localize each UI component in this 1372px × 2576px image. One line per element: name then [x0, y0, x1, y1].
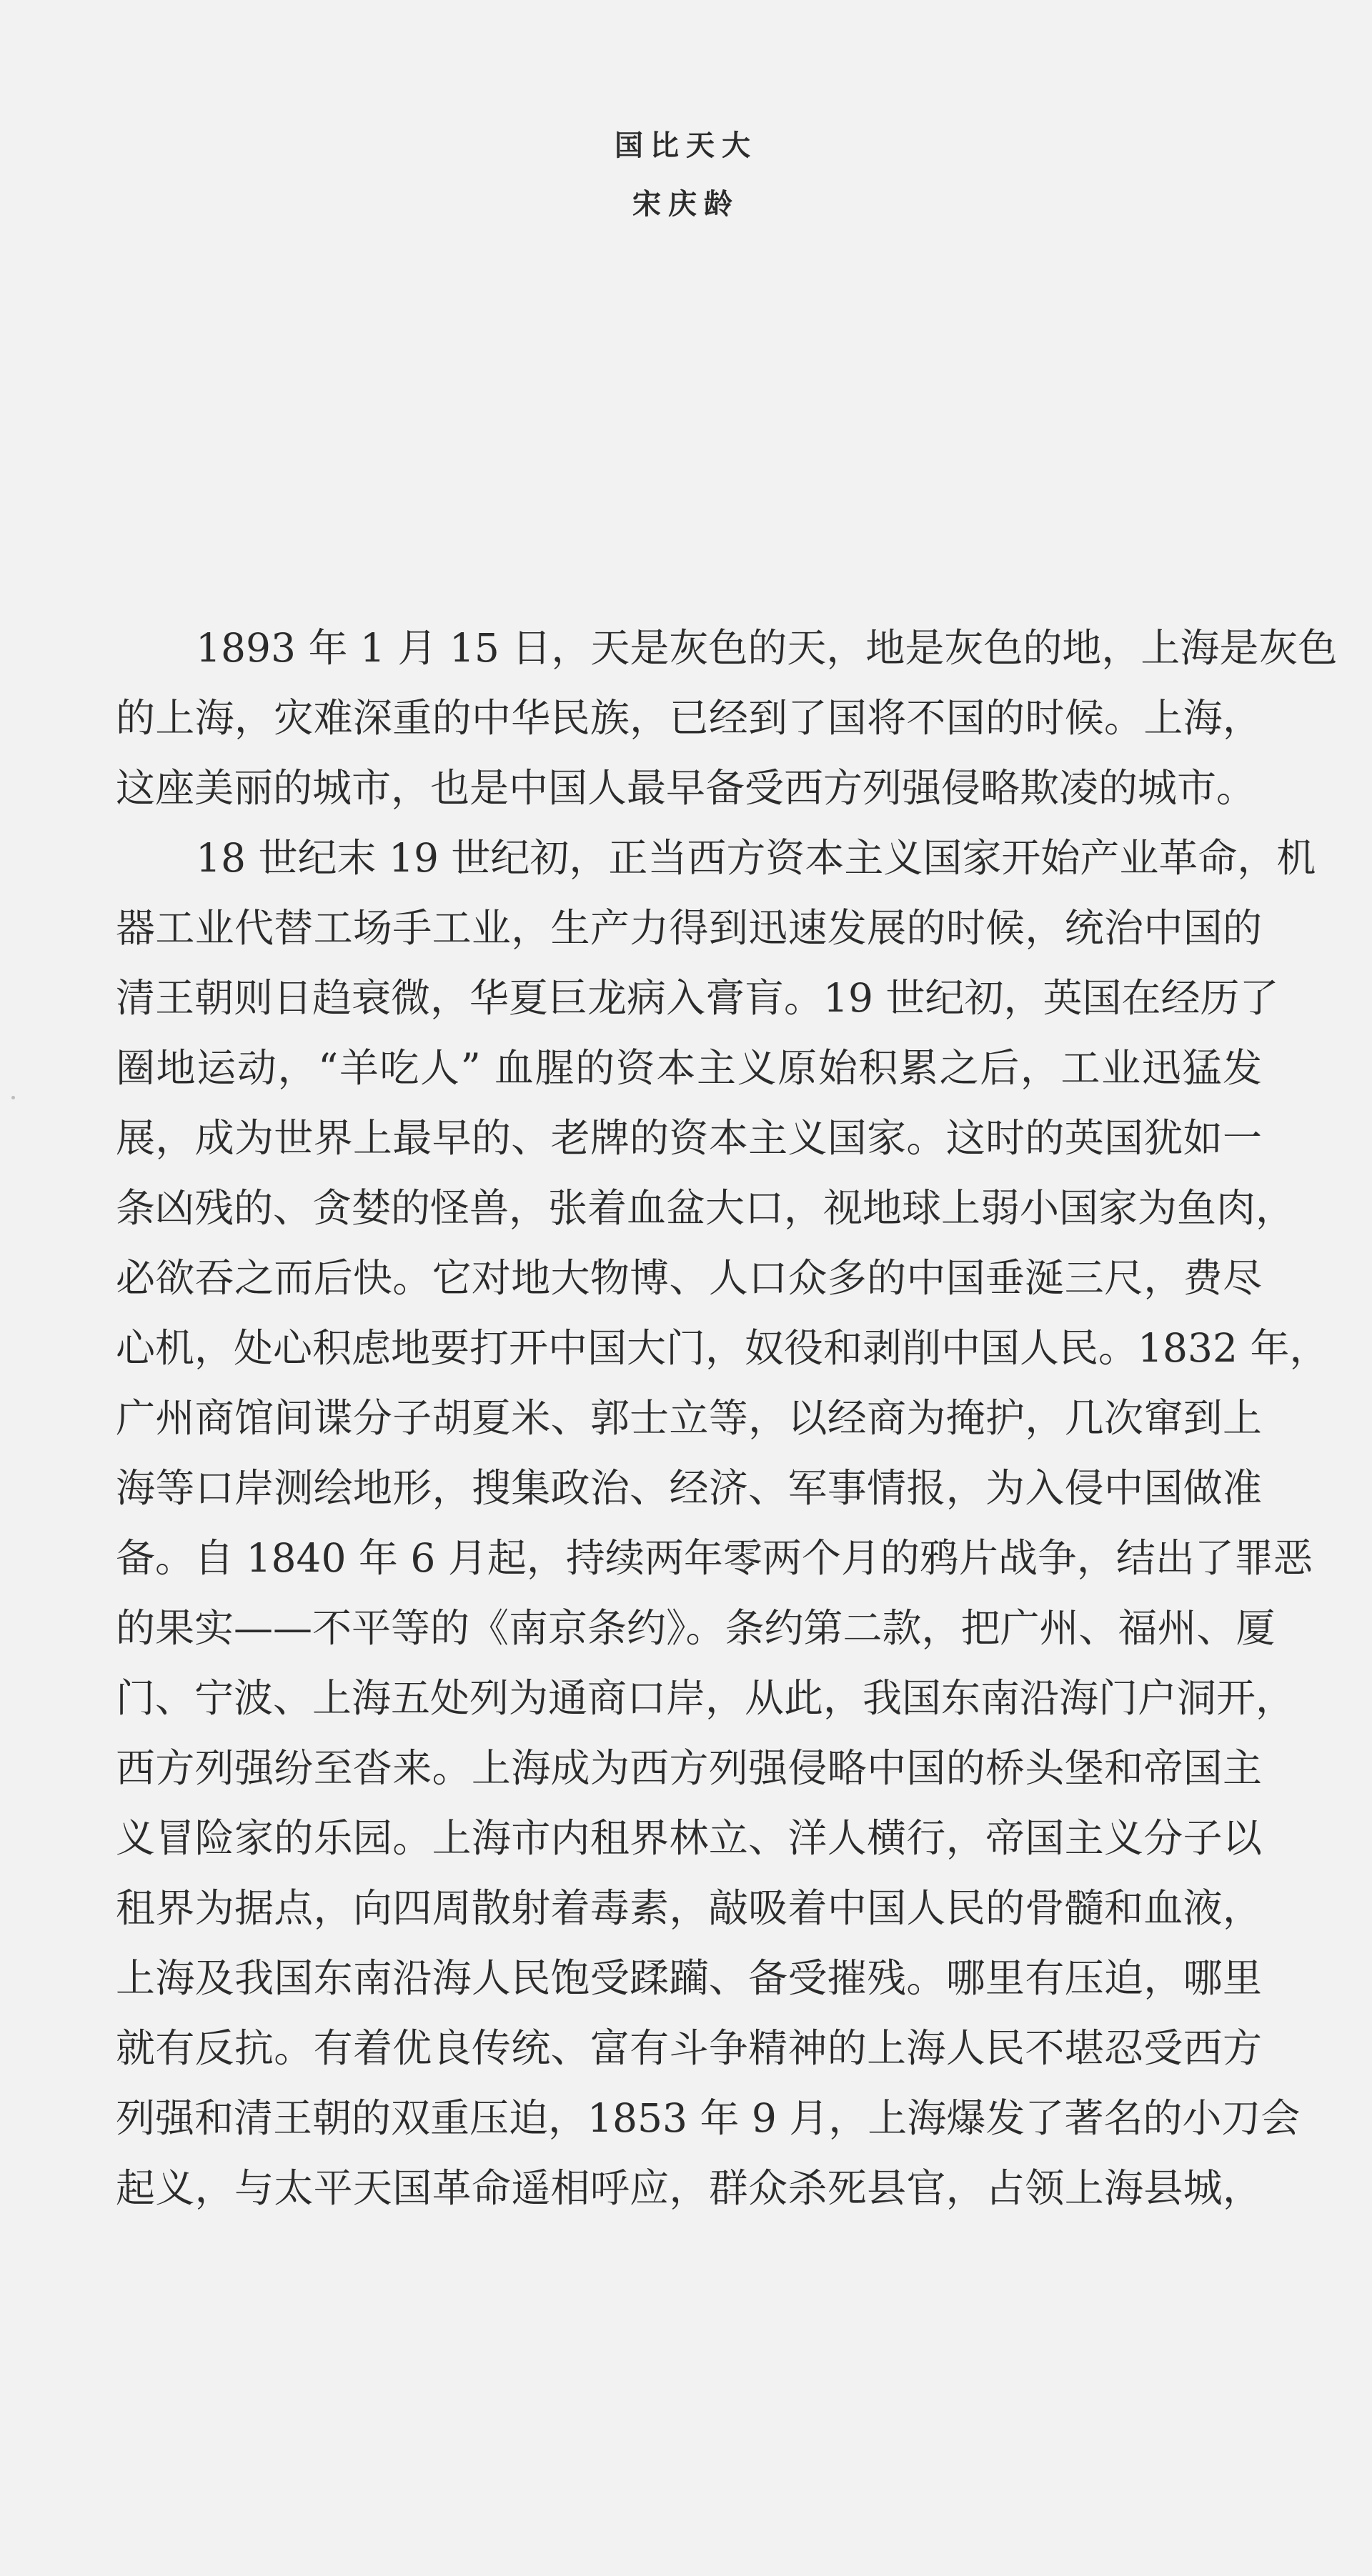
- text-line: 这座美丽的城市，也是中国人最早备受西方列强侵略欺凌的城市。: [116, 765, 1256, 811]
- text-line: 上海及我国东南沿海人民饱受蹂躏、备受摧残。哪里有压迫，哪里: [116, 1955, 1262, 2001]
- text-line: 1893 年 1 月 15 日，天是灰色的天，地是灰色的地，上海是灰色: [196, 625, 1338, 671]
- text-line: 心机，处心积虑地要打开中国大门，奴役和剥削中国人民。1832 年，: [116, 1325, 1329, 1371]
- text-line: 门、宁波、上海五处列为通商口岸，从此，我国东南沿海门户洞开，: [116, 1675, 1296, 1721]
- text-line: 18 世纪末 19 世纪初，正当西方资本主义国家开始产业革命，机: [196, 835, 1316, 881]
- text-line: 起义，与太平天国革命遥相呼应，群众杀死县官，占领上海县城，: [116, 2165, 1262, 2211]
- text-line: 展，成为世界上最早的、老牌的资本主义国家。这时的英国犹如一: [116, 1115, 1262, 1161]
- paragraph-1: [116, 613, 1338, 823]
- text-line: 列强和清王朝的双重压迫，1853 年 9 月，上海爆发了著名的小刀会: [116, 2095, 1301, 2141]
- text-line: 条凶残的、贪婪的怪兽，张着血盆大口，视地球上弱小国家为鱼肉，: [116, 1185, 1296, 1231]
- text-line: 西方列强纷至沓来。上海成为西方列强侵略中国的桥头堡和帝国主: [116, 1745, 1262, 1791]
- text-line: 就有反抗。有着优良传统、富有斗争精神的上海人民不堪忍受西方: [116, 2025, 1262, 2071]
- text-line: 义冒险家的乐园。上海市内租界林立、洋人横行，帝国主义分子以: [116, 1815, 1262, 1861]
- text-line: 租界为据点，向四周散射着毒素，敲吸着中国人民的骨髓和血液，: [116, 1885, 1262, 1931]
- text-line: 广州商馆间谍分子胡夏米、郭士立等，以经商为掩护，几次窜到上: [116, 1395, 1262, 1441]
- text-line: 清王朝则日趋衰微，华夏巨龙病入膏肓。19 世纪初，英国在经历了: [116, 975, 1279, 1021]
- text-line: 的上海，灾难深重的中华民族，已经到了国将不国的时候。上海，: [116, 695, 1262, 741]
- margin-dot: [11, 1096, 15, 1099]
- text-line: 海等口岸测绘地形，搜集政治、经济、军事情报，为入侵中国做准: [116, 1465, 1262, 1511]
- text-line: 的果实——不平等的《南京条约》。条约第二款，把广州、福州、厦: [116, 1605, 1276, 1651]
- text-line: 器工业代替工场手工业，生产力得到迅速发展的时候，统治中国的: [116, 905, 1262, 951]
- text-line: 必欲吞之而后快。它对地大物博、人口众多的中国垂涎三尺，费尽: [116, 1255, 1262, 1301]
- text-line: 备。自 1840 年 6 月起，持续两年零两个月的鸦片战争，结出了罪恶: [116, 1535, 1313, 1581]
- document-author: 宋庆龄: [632, 187, 740, 221]
- paragraph-2: [116, 823, 1329, 2223]
- text-line: 圈地运动，“羊吃人” 血腥的资本主义原始积累之后，工业迅猛发: [116, 1045, 1262, 1091]
- body-text: [116, 613, 1338, 2223]
- document-title: 国比天大: [615, 129, 757, 162]
